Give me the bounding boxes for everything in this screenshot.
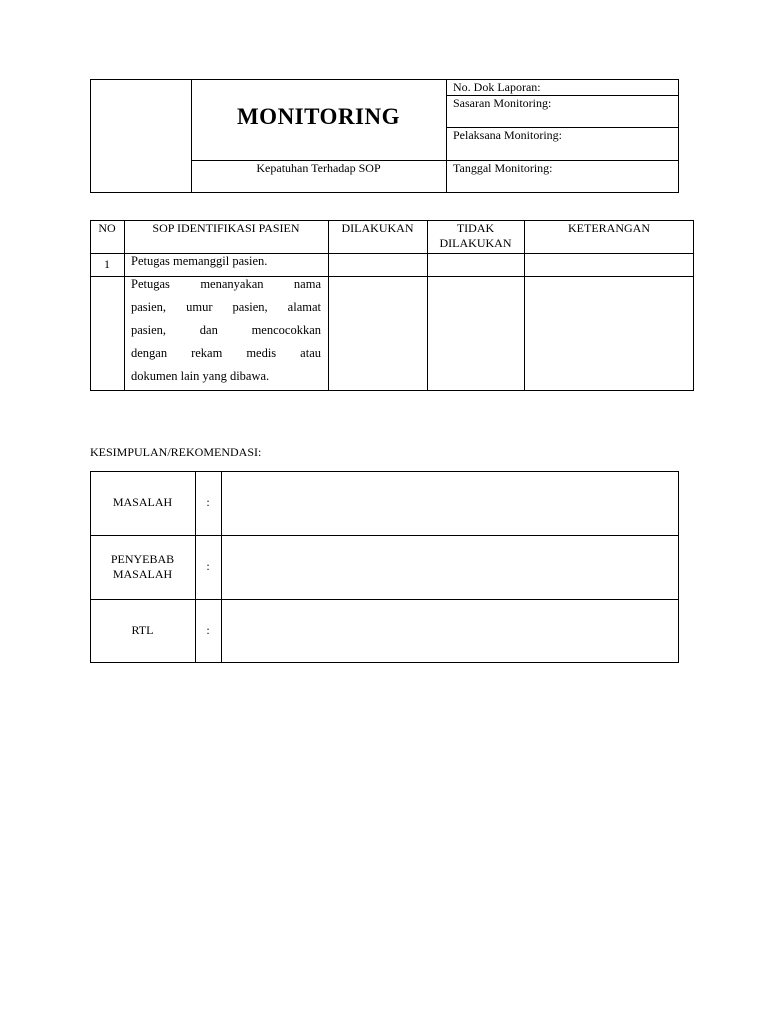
row-2-sop-line-2: pasien, umur pasien, alamat (131, 300, 321, 314)
col-header-dilakukan: DILAKUKAN (341, 221, 414, 235)
sep-masalah: : (206, 495, 210, 509)
header-fields-divider (446, 79, 447, 193)
row-2-sop-line-4: dengan rekam medis atau (131, 346, 321, 360)
logo-placeholder (91, 80, 191, 192)
conclusion-heading: KESIMPULAN/REKOMENDASI: (90, 445, 262, 459)
col-header-tidak: TIDAK (456, 221, 495, 235)
sep-rtl: : (206, 623, 210, 637)
col-header-keterangan: KETERANGAN (568, 221, 650, 235)
value-penyebab-masalah (222, 536, 678, 599)
sep-penyebab-masalah: : (206, 559, 210, 573)
field-sasaran-monitoring: Sasaran Monitoring: (453, 96, 552, 110)
sop-col-divider-4 (524, 220, 525, 391)
label-rtl: RTL (131, 623, 154, 637)
label-penyebab-masalah: MASALAH (112, 567, 173, 581)
page-title: MONITORING (236, 104, 401, 129)
row-2-sop-line-5: dokumen lain yang dibawa. (131, 369, 270, 383)
field-pelaksana-monitoring: Pelaksana Monitoring: (453, 128, 562, 142)
value-masalah (222, 472, 678, 535)
sop-col-divider-2 (328, 220, 329, 391)
label-masalah: MASALAH (112, 495, 173, 509)
row-1-no: 1 (104, 257, 110, 271)
row-1-sop: Petugas memanggil pasien. (131, 254, 268, 268)
page-subtitle: Kepatuhan Terhadap SOP (256, 161, 381, 175)
col-header-tidak-dilakukan: DILAKUKAN (439, 236, 512, 250)
col-header-no: NO (98, 221, 116, 235)
field-tanggal-monitoring: Tanggal Monitoring: (453, 161, 553, 175)
header-logo-divider (191, 79, 192, 193)
sop-col-divider-1 (124, 220, 125, 391)
value-rtl (222, 600, 678, 662)
row-2-sop-line-3: pasien, dan mencocokkan (131, 323, 321, 337)
label-penyebab: PENYEBAB (110, 552, 175, 566)
row-2-sop-line-1: Petugas menanyakan nama (131, 277, 321, 291)
col-header-sop: SOP IDENTIFIKASI PASIEN (152, 221, 300, 235)
field-no-dok-laporan: No. Dok Laporan: (453, 80, 541, 94)
